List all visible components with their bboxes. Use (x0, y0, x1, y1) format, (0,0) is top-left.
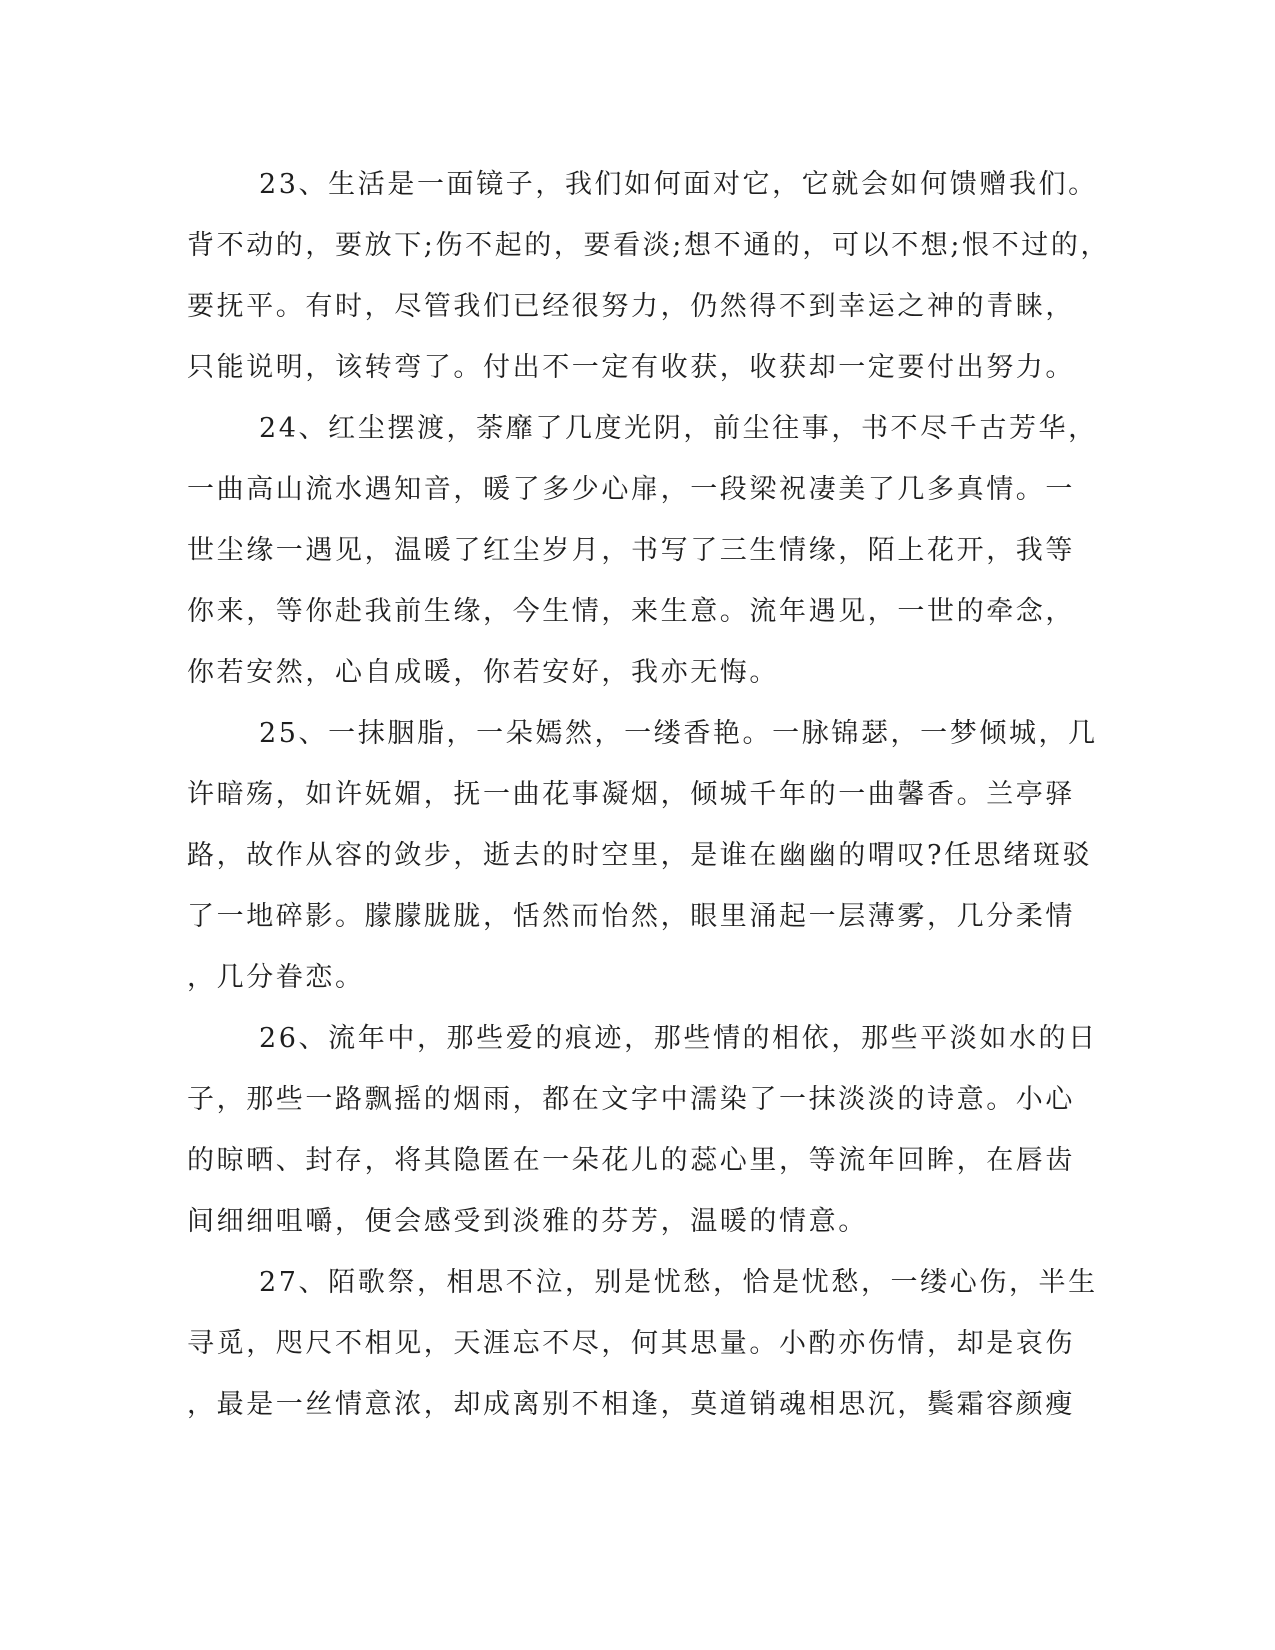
text-line: 寻觅，咫尺不相见，天涯忘不尽，何其思量。小酌亦伤情，却是哀伤 (187, 1328, 1075, 1359)
text-line: 要抚平。有时，尽管我们已经很努力，仍然得不到幸运之神的青睐， (187, 291, 1075, 322)
text-line: 了一地碎影。朦朦胧胧，恬然而怡然，眼里涌起一层薄雾，几分柔情 (187, 901, 1075, 932)
text-line: 只能说明，该转弯了。付出不一定有收获，收获却一定要付出努力。 (187, 352, 1075, 383)
paragraph-first-line: 27、陌歌祭，相思不泣，别是忧愁，恰是忧愁，一缕心伤，半生 (259, 1267, 1098, 1298)
text-line: 一曲高山流水遇知音，暖了多少心扉，一段梁祝凄美了几多真情。一 (187, 474, 1075, 505)
text-line: 许暗殇，如许妩媚，抚一曲花事凝烟，倾城千年的一曲馨香。兰亭驿 (187, 779, 1075, 810)
text-line: 背不动的，要放下;伤不起的，要看淡;想不通的，可以不想;恨不过的， (187, 230, 1111, 261)
paragraph-first-line: 23、生活是一面镜子，我们如何面对它，它就会如何馈赠我们。 (259, 169, 1098, 200)
text-line: 世尘缘一遇见，温暖了红尘岁月，书写了三生情缘，陌上花开，我等 (187, 535, 1075, 566)
paragraph-first-line: 25、一抹胭脂，一朵嫣然，一缕香艳。一脉锦瑟，一梦倾城，几 (259, 718, 1098, 749)
text-line: 子，那些一路飘摇的烟雨，都在文字中濡染了一抹淡淡的诗意。小心 (187, 1084, 1075, 1115)
paragraph-first-line: 26、流年中，那些爱的痕迹，那些情的相依，那些平淡如水的日 (259, 1023, 1098, 1054)
text-line: 你若安然，心自成暖，你若安好，我亦无悔。 (187, 657, 779, 688)
text-line: ，最是一丝情意浓，却成离别不相逢，莫道销魂相思沉，鬓霜容颜瘦 (187, 1389, 1075, 1420)
text-line: 你来，等你赴我前生缘，今生情，来生意。流年遇见，一世的牵念， (187, 596, 1075, 627)
text-line: 的晾晒、封存，将其隐匿在一朵花儿的蕊心里，等流年回眸，在唇齿 (187, 1145, 1075, 1176)
text-line: ，几分眷恋。 (187, 962, 365, 993)
paragraph-first-line: 24、红尘摆渡，荼靡了几度光阴，前尘往事，书不尽千古芳华， (259, 413, 1098, 444)
body-text (187, 154, 1111, 1435)
text-line: 路，故作从容的敛步，逝去的时空里，是谁在幽幽的喟叹?任思绪斑驳 (187, 840, 1093, 871)
text-line: 间细细咀嚼，便会感受到淡雅的芬芳，温暖的情意。 (187, 1206, 868, 1237)
